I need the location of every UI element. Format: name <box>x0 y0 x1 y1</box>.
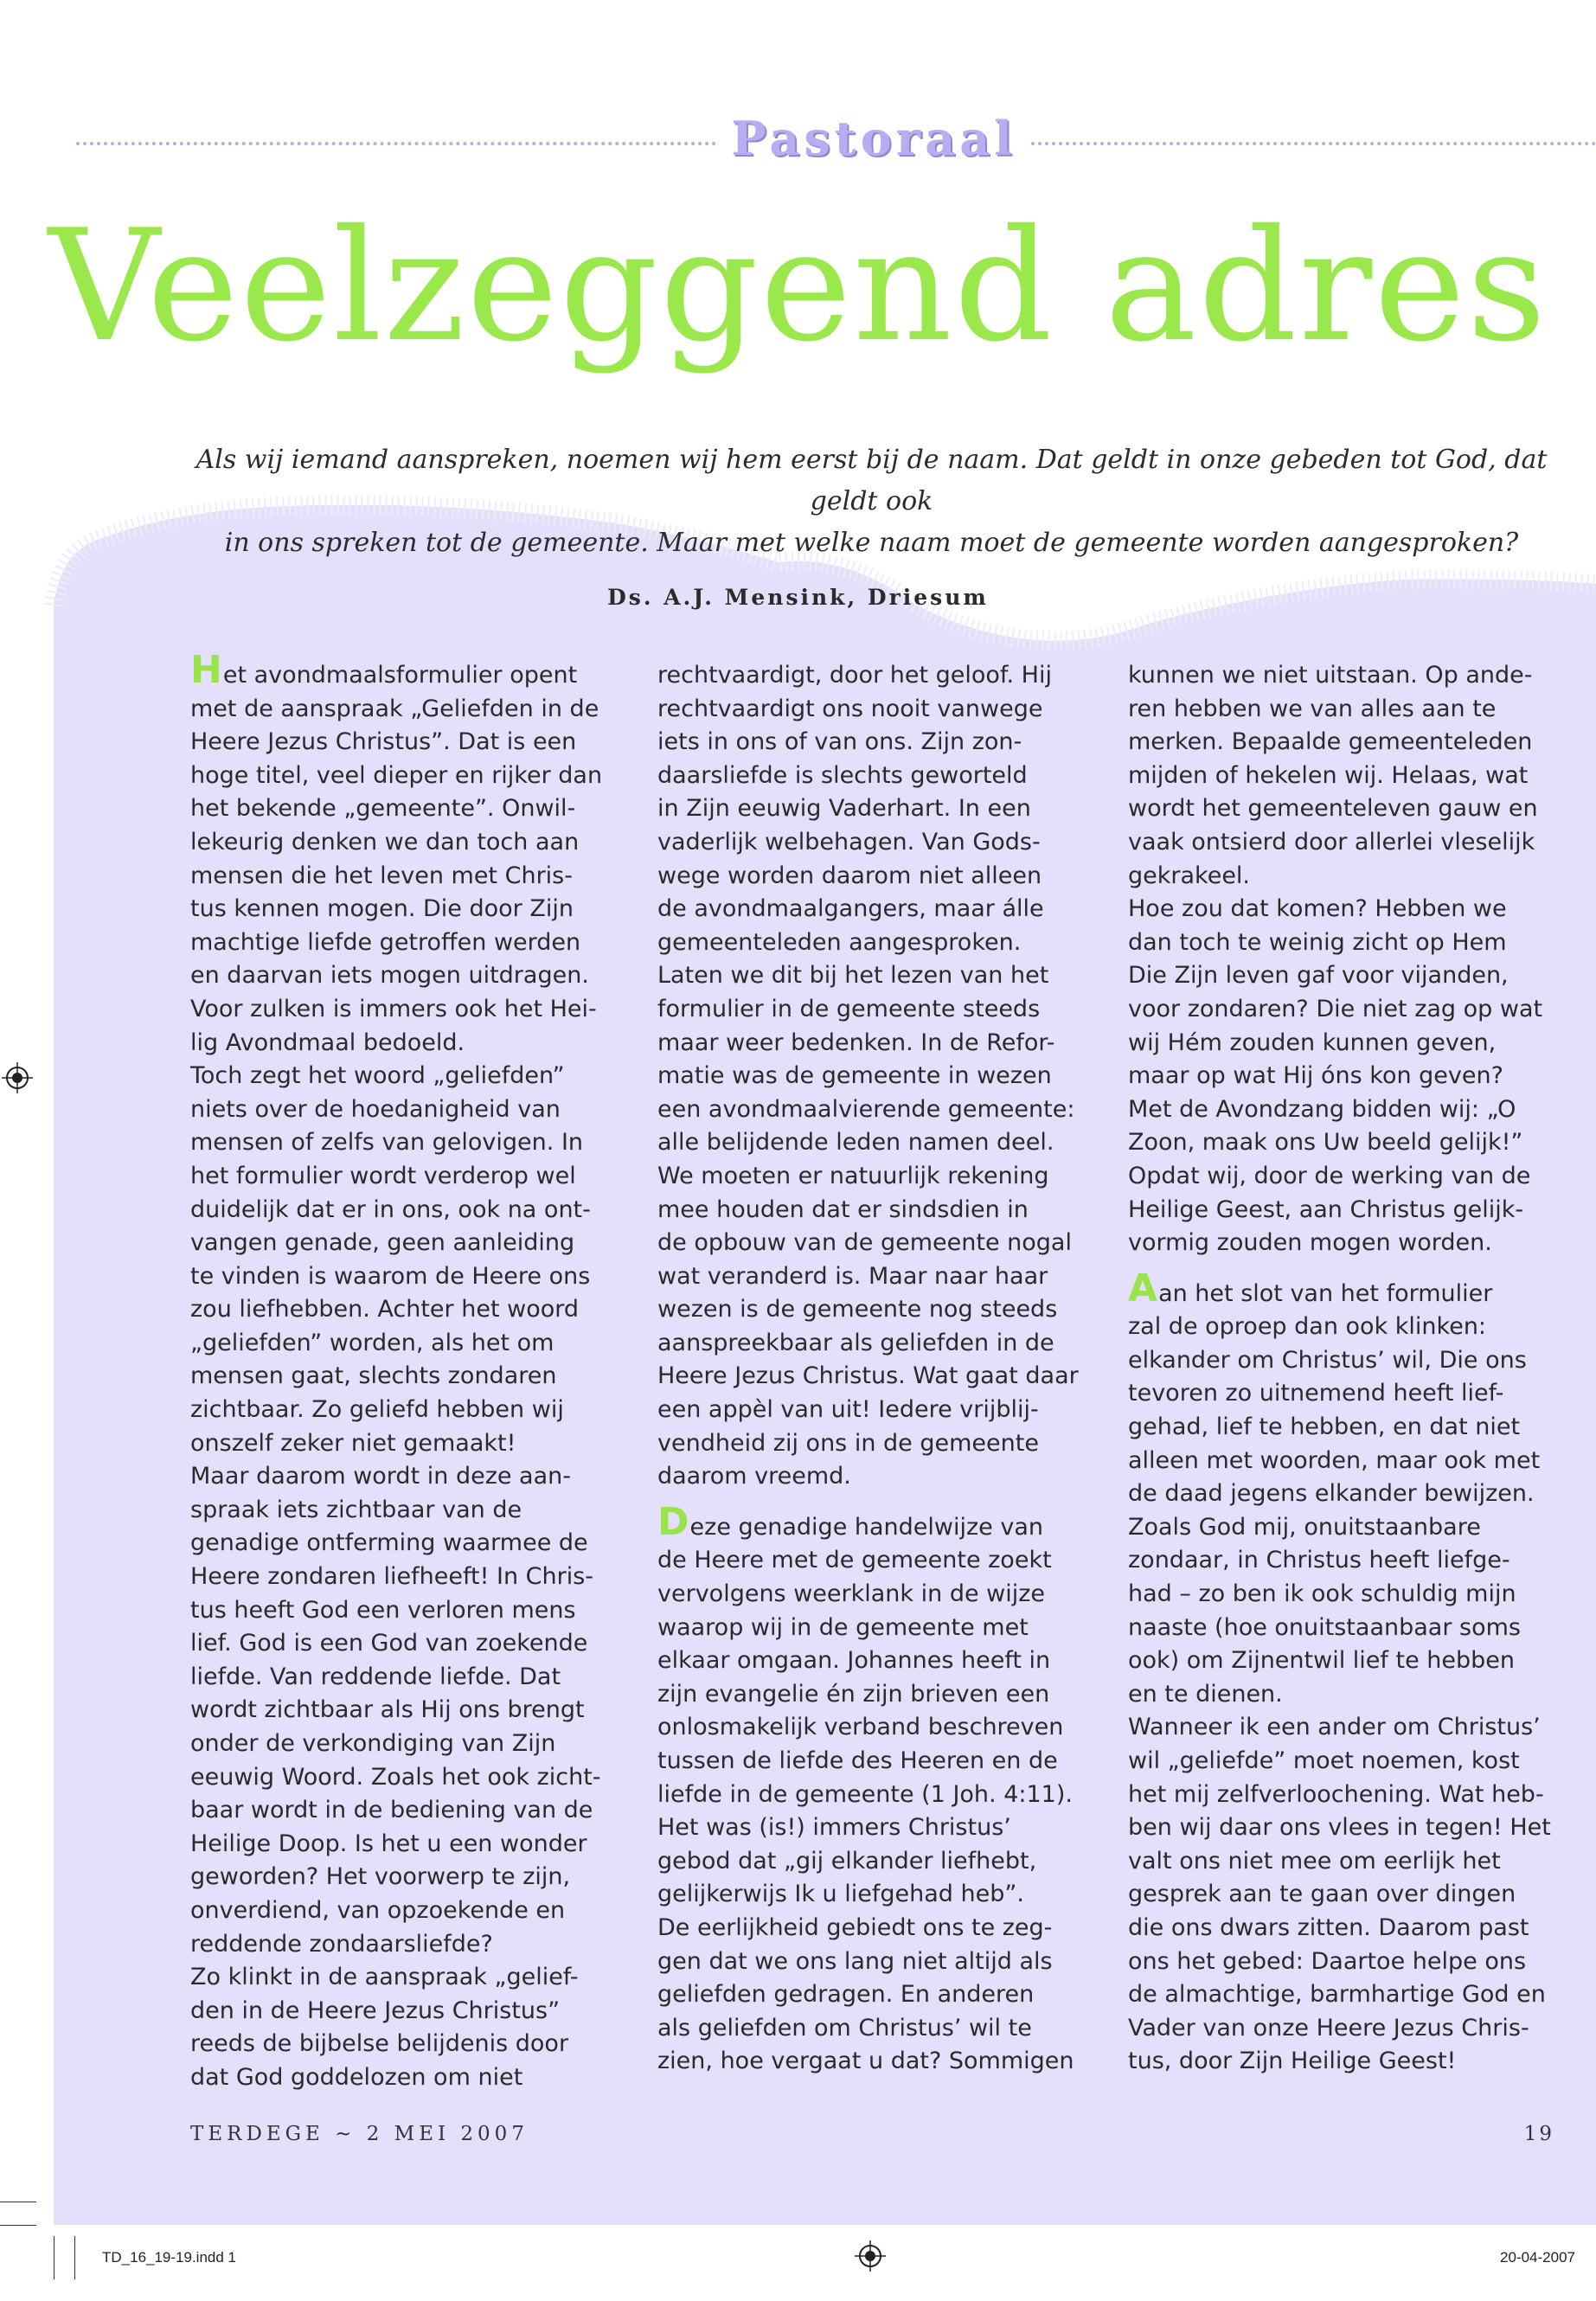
text-line <box>190 1293 649 1327</box>
text-line <box>657 1394 1116 1427</box>
text-line-content: zou liefhebben. Achter het woord <box>190 1296 580 1324</box>
text-line-content: de Heere met de gemeente zoekt <box>657 1547 1052 1574</box>
text-line-content: eeuwig Woord. Zoals het ook zicht- <box>190 1763 601 1791</box>
text-line-content: Heere zondaren liefheeft! In Chris- <box>190 1563 594 1591</box>
text-line <box>1128 1093 1586 1127</box>
text-line <box>190 648 649 693</box>
text-line <box>657 659 1116 693</box>
text-line-content: reddende zondaarsliefde? <box>190 1930 493 1958</box>
text-line <box>190 1093 649 1127</box>
text-line <box>190 1460 649 1494</box>
text-line <box>1128 1978 1586 2012</box>
text-line-content: gesprek aan te gaan over dingen <box>1128 1881 1516 1908</box>
text-line <box>1128 1878 1586 1912</box>
text-column-2 <box>657 659 1116 2079</box>
slug-filename: TD_16_19-19.indd 1 <box>102 2249 237 2266</box>
text-line <box>1128 1779 1586 1812</box>
text-line-content: Hoe zou dat komen? Hebben we <box>1128 895 1507 923</box>
text-line-content: tus heeft God een verloren mens <box>190 1596 576 1624</box>
text-line-content: in Zijn eeuwig Vaderhart. In een <box>657 795 1031 823</box>
text-line <box>190 1194 649 1227</box>
text-line-content: valt ons niet mee om eerlijk het <box>1128 1847 1501 1875</box>
paragraph-gap <box>1128 1260 1586 1278</box>
text-line <box>190 792 649 826</box>
text-line-content: Vader van onze Heere Jezus Chris- <box>1128 2014 1529 2041</box>
paragraph-gap <box>657 1494 1116 1511</box>
text-line-content: vangen genade, geen aanleiding <box>190 1229 575 1257</box>
text-line-content: geworden? Het voorwerp te zijn, <box>190 1863 571 1891</box>
text-line-content: dan toch te weinig zicht op Hem <box>1128 928 1507 956</box>
slug-date: 20-04-2007 <box>1500 2249 1575 2266</box>
text-line-content: met de aanspraak „Geliefden in de <box>190 695 599 722</box>
text-line-content: Opdat wij, door de werking van de <box>1128 1162 1531 1189</box>
text-line-content: het formulier wordt verderop wel <box>190 1162 576 1189</box>
text-line <box>657 1027 1116 1061</box>
text-line <box>190 1394 649 1427</box>
text-line <box>657 1060 1116 1093</box>
text-line <box>657 1499 1116 1545</box>
text-line <box>657 1227 1116 1260</box>
text-line <box>657 959 1116 993</box>
text-line-content: aanspreekbaar als geliefden in de <box>657 1329 1054 1356</box>
crop-mark <box>0 2225 36 2226</box>
text-line <box>190 1761 649 1795</box>
text-line <box>1128 760 1586 793</box>
text-line-content: niets over de hoedanigheid van <box>190 1095 561 1123</box>
text-line-content: de avondmaalgangers, maar álle <box>657 895 1044 923</box>
text-line-content: hoge titel, veel dieper en rijker dan <box>190 761 603 789</box>
text-line-content: wat veranderd is. Maar naar haar <box>657 1262 1048 1290</box>
text-line-content: te vinden is waarom de Heere ons <box>190 1262 591 1290</box>
text-line <box>657 1327 1116 1361</box>
text-line-content: gebod dat „gij elkander liefhebt, <box>657 1847 1037 1875</box>
text-line-content: tus kennen mogen. Die door Zijn <box>190 895 574 923</box>
text-line-content: daarsliefde is slechts geworteld <box>657 761 1028 789</box>
text-line-content: elkander om Christus’ wil, Die ons <box>1128 1346 1527 1374</box>
text-line <box>1128 826 1586 860</box>
dotted-rule-right <box>1031 142 1596 145</box>
text-line <box>190 1861 649 1894</box>
text-line <box>1128 1511 1586 1545</box>
text-line <box>190 1627 649 1661</box>
text-line <box>1128 1266 1586 1311</box>
text-line-content: mee houden dat er sindsdien in <box>657 1195 1029 1223</box>
text-line <box>1128 1126 1586 1160</box>
crop-mark <box>74 2236 75 2279</box>
text-line <box>657 1745 1116 1779</box>
text-line-content: wordt zichtbaar als Hij ons brengt <box>190 1696 585 1724</box>
text-line-content: Die Zijn leven gaf voor vijanden, <box>1128 962 1509 990</box>
text-line <box>1128 1445 1586 1478</box>
text-line-content: Wanneer ik een ander om Christus’ <box>1128 1714 1541 1741</box>
text-line-content: het bekende „gemeente”. Onwil- <box>190 795 576 823</box>
text-line <box>190 860 649 894</box>
text-line <box>1128 1411 1586 1445</box>
text-line <box>657 926 1116 960</box>
text-line-content: mijden of hekelen wij. Helaas, wat <box>1128 761 1529 789</box>
text-line <box>657 1845 1116 1879</box>
text-line-content: Met de Avondzang bidden wij: „O <box>1128 1095 1516 1123</box>
text-line-content: lig Avondmaal bedoeld. <box>190 1029 465 1056</box>
text-line-content: mensen of zelfs van gelovigen. In <box>190 1129 584 1157</box>
text-line-content: lief. God is een God van zoekende <box>190 1630 588 1657</box>
text-line <box>657 1460 1116 1494</box>
text-line <box>1128 2012 1586 2046</box>
text-line <box>1128 993 1586 1027</box>
text-line <box>1128 926 1586 960</box>
text-line-content: Heere Jezus Christus”. Dat is een <box>190 728 577 756</box>
text-line-content: ook) om Zijnentwil lief te hebben <box>1128 1647 1515 1675</box>
text-line-content: alle belijdende leden namen deel. <box>657 1129 1054 1157</box>
text-line <box>1128 1644 1586 1678</box>
text-line <box>190 2061 649 2095</box>
text-line <box>190 1561 649 1594</box>
text-line <box>657 1878 1116 1912</box>
text-line <box>1128 1544 1586 1578</box>
text-line <box>657 1612 1116 1645</box>
text-line <box>190 1360 649 1394</box>
text-line-content: zondaar, in Christus heeft liefge- <box>1128 1547 1510 1574</box>
page-number: 19 <box>1523 2123 1554 2145</box>
text-line <box>657 1126 1116 1160</box>
text-line-content: gekrakeel. <box>1128 862 1251 889</box>
text-line <box>190 1828 649 1862</box>
text-line-content: eze genadige handelwijze van <box>689 1513 1043 1541</box>
text-line <box>1128 2045 1586 2079</box>
text-line <box>1128 693 1586 727</box>
text-line-content: duidelijk dat er in ons, ook na ont- <box>190 1195 591 1223</box>
text-line-content: dat God goddelozen om niet <box>190 2063 523 2091</box>
text-line-content: Zoals God mij, onuitstaanbare <box>1128 1513 1481 1541</box>
text-line-content: gen dat we ons lang niet altijd als <box>657 1947 1053 1975</box>
text-line-content: vaderlijk welbehagen. Van Gods- <box>657 828 1041 856</box>
text-line <box>657 1711 1116 1745</box>
lead-line: Als wij iemand aanspreken, noemen wij hem eerst bij de naam. Dat geldt in onze gebeden tot God, dat geldt ook <box>195 445 1548 516</box>
text-line <box>190 993 649 1027</box>
text-line-content: gemeenteleden aangesproken. <box>657 928 1022 956</box>
text-line-content: Zo klinkt in de aanspraak „gelief- <box>190 1964 579 1991</box>
text-line-content: wordt het gemeenteleven gauw en <box>1128 795 1538 823</box>
text-line-content: genadige ontferming waarmee de <box>190 1529 588 1557</box>
text-line-content: ons het gebed: Daartoe helpe ons <box>1128 1947 1527 1975</box>
text-line-content: Maar daarom wordt in deze aan- <box>190 1463 572 1490</box>
text-line-content: voor zondaren? Die niet zag op wat <box>1128 995 1543 1022</box>
text-line <box>657 1779 1116 1812</box>
text-line <box>190 1427 649 1461</box>
text-line <box>190 1494 649 1528</box>
article-lead <box>186 439 1557 564</box>
text-line <box>190 1661 649 1695</box>
text-line <box>190 1928 649 1962</box>
text-line <box>1128 1060 1586 1093</box>
text-line <box>190 2028 649 2061</box>
text-line-content: reeds de bijbelse belijdenis door <box>190 2030 569 2058</box>
text-line <box>1128 1027 1586 1061</box>
text-line <box>1128 1194 1586 1227</box>
text-line <box>1128 1578 1586 1612</box>
text-line-content: machtige liefde getroffen werden <box>190 928 581 956</box>
text-line <box>657 1678 1116 1712</box>
text-line <box>190 959 649 993</box>
text-line-content: Toch zegt het woord „geliefden” <box>190 1062 565 1090</box>
text-line <box>1128 1377 1586 1411</box>
text-line-content: formulier in de gemeente steeds <box>657 995 1041 1022</box>
text-line <box>190 1260 649 1294</box>
text-line <box>190 1694 649 1727</box>
text-line <box>657 792 1116 826</box>
text-line-content: zichtbaar. Zo geliefd hebben wij <box>190 1396 564 1424</box>
drop-cap: H <box>190 648 222 692</box>
text-line-content: zal de oproep dan ook klinken: <box>1128 1313 1487 1341</box>
text-line <box>190 926 649 960</box>
text-line-content: liefde. Van reddende liefde. Dat <box>190 1663 561 1690</box>
text-line-content: De eerlijkheid gebiedt ons te zeg- <box>657 1913 1053 1941</box>
text-line <box>1128 659 1586 693</box>
text-line <box>190 1027 649 1061</box>
publication-footer: TERDEGE ~ 2 MEI 2007 <box>190 2123 529 2145</box>
text-line <box>657 1427 1116 1461</box>
text-line <box>190 1995 649 2029</box>
text-line-content: geliefden gedragen. En anderen <box>657 1981 1035 2009</box>
text-line <box>1128 860 1586 894</box>
text-line <box>657 726 1116 760</box>
text-line-content: mensen die het leven met Chris- <box>190 862 573 889</box>
text-line <box>1128 1477 1586 1511</box>
article-title: Veelzeggend adres <box>48 196 1548 375</box>
text-line-content: de almachtige, barmhartige God en <box>1128 1981 1546 2009</box>
text-column-3 <box>1128 659 1586 2079</box>
text-line-content: het mij zelfverloochening. Wat heb- <box>1128 1780 1544 1808</box>
text-line-content: en te dienen. <box>1128 1680 1283 1708</box>
text-line-content: zien, hoe vergaat u dat? Sommigen <box>657 2048 1074 2075</box>
text-line <box>190 1160 649 1194</box>
text-line-content: et avondmaalsformulier opent <box>222 662 578 689</box>
text-line-content: iets in ons of van ons. Zijn zon- <box>657 728 1022 756</box>
text-line <box>190 726 649 760</box>
text-line-content: wil „geliefde” moet noemen, kost <box>1128 1747 1520 1774</box>
author-byline: Ds. A.J. Mensink, Driesum <box>607 585 989 610</box>
text-line-content: lekeurig denken we dan toch aan <box>190 828 580 856</box>
text-line <box>1128 1311 1586 1344</box>
text-column-1 <box>190 648 649 2095</box>
text-line-content: zijn evangelie én zijn brieven een <box>657 1680 1050 1708</box>
text-line-content: die ons dwars zitten. Daarom past <box>1128 1913 1529 1941</box>
text-line <box>657 1644 1116 1678</box>
text-line-content: onverdiend, van opzoekende en <box>190 1896 566 1924</box>
text-line-content: baar wordt in de bediening van de <box>190 1797 593 1824</box>
text-line-content: Heilige Doop. Is het u een wonder <box>190 1830 587 1857</box>
section-label: Pastoraal <box>731 111 1016 166</box>
text-line <box>657 693 1116 727</box>
text-line <box>657 993 1116 1027</box>
drop-cap: A <box>1128 1266 1158 1311</box>
text-line-content: onszelf zeker niet gemaakt! <box>190 1429 516 1457</box>
text-line <box>1128 1227 1586 1260</box>
lead-line: in ons spreken tot de gemeente. Maar met welke naam moet de gemeente worden aangesproken? <box>224 528 1519 558</box>
text-line <box>1128 1745 1586 1779</box>
text-line-content: maar op wat Hij óns kon geven? <box>1128 1062 1503 1090</box>
text-line <box>657 1293 1116 1327</box>
text-line-content: als geliefden om Christus’ wil te <box>657 2014 1032 2041</box>
text-line-content: „geliefden” worden, als het om <box>190 1329 554 1356</box>
text-line-content: alleen met woorden, maar ook met <box>1128 1446 1541 1474</box>
text-line <box>1128 1678 1586 1712</box>
text-line <box>190 1961 649 1995</box>
text-line <box>657 1811 1116 1845</box>
text-line <box>657 1194 1116 1227</box>
text-line-content: gehad, lief te hebben, en dat niet <box>1128 1413 1521 1441</box>
text-line <box>657 1260 1116 1294</box>
text-line-content: vormig zouden mogen worden. <box>1128 1229 1492 1257</box>
text-line-content: Heilige Geest, aan Christus gelijk- <box>1128 1195 1524 1223</box>
text-line-content: We moeten er natuurlijk rekening <box>657 1162 1049 1189</box>
text-line <box>657 2045 1116 2079</box>
text-line <box>657 860 1116 894</box>
text-line-content: vervolgens weerklank in de wijze <box>657 1580 1046 1608</box>
text-line-content: de opbouw van de gemeente nogal <box>657 1229 1072 1257</box>
text-line <box>657 1093 1116 1127</box>
text-line <box>657 760 1116 793</box>
text-line-content: mensen gaat, slechts zondaren <box>190 1362 557 1390</box>
text-line <box>1128 1945 1586 1979</box>
text-line-content: en daarvan iets mogen uitdragen. <box>190 962 589 990</box>
section-header <box>0 111 1596 171</box>
text-line-content: onlosmakelijk verband beschreven <box>657 1714 1064 1741</box>
text-line-content: gelijkerwijs Ik u liefgehad heb”. <box>657 1881 1024 1908</box>
text-line-content: tussen de liefde des Heeren en de <box>657 1747 1058 1774</box>
text-line <box>1128 1160 1586 1194</box>
text-line-content: Het was (is!) immers Christus’ <box>657 1814 1011 1842</box>
text-line-content: een avondmaalvierende gemeente: <box>657 1095 1075 1123</box>
text-line <box>1128 1845 1586 1879</box>
text-line <box>657 1160 1116 1194</box>
text-line-content: had – zo ben ik ook schuldig mijn <box>1128 1580 1516 1608</box>
text-line-content: merken. Bepaalde gemeenteleden <box>1128 728 1533 756</box>
text-line-content: vaak ontsierd door allerlei vleselijk <box>1128 828 1535 856</box>
text-line <box>190 1527 649 1561</box>
text-line-content: an het slot van het formulier <box>1158 1279 1493 1307</box>
text-line <box>657 1945 1116 1979</box>
text-line-content: daarom vreemd. <box>657 1463 851 1490</box>
text-line <box>1128 959 1586 993</box>
text-line-content: wij Hém zouden kunnen geven, <box>1128 1029 1497 1056</box>
text-line <box>1128 1344 1586 1378</box>
dotted-rule-left <box>76 142 716 145</box>
text-line-content: naaste (hoe onuitstaanbaar soms <box>1128 1613 1521 1641</box>
text-line-content: spraak iets zichtbaar van de <box>190 1496 522 1523</box>
text-line <box>1128 1612 1586 1645</box>
text-line-content: liefde in de gemeente (1 Joh. 4:11). <box>657 1780 1073 1808</box>
text-line <box>190 1327 649 1361</box>
text-line-content: rechtvaardigt ons nooit vanwege <box>657 695 1043 722</box>
text-line-content: wezen is de gemeente nog steeds <box>657 1296 1058 1324</box>
text-line <box>657 826 1116 860</box>
text-line <box>190 760 649 793</box>
text-line-content: tevoren zo uitnemend heeft lief- <box>1128 1380 1504 1407</box>
text-line-content: elkaar omgaan. Johannes heeft in <box>657 1647 1051 1675</box>
text-line <box>657 893 1116 926</box>
text-line-content: een appèl van uit! Iedere vrijblij- <box>657 1396 1039 1424</box>
registration-mark-icon <box>2 1062 33 1093</box>
text-line <box>1128 726 1586 760</box>
text-line-content: kunnen we niet uitstaan. Op ande- <box>1128 662 1533 689</box>
text-line-content: ben wij daar ons vlees in tegen! Het <box>1128 1814 1551 1842</box>
text-line-content: vendheid zij ons in de gemeente <box>657 1429 1039 1457</box>
text-line-content: tus, door Zijn Heilige Geest! <box>1128 2048 1457 2075</box>
text-line <box>190 1227 649 1260</box>
text-line <box>190 1060 649 1093</box>
registration-mark-icon <box>855 2240 886 2272</box>
text-line <box>657 2012 1116 2046</box>
text-line <box>190 1894 649 1928</box>
text-line-content: rechtvaardigt, door het geloof. Hij <box>657 662 1052 689</box>
text-line <box>1128 1711 1586 1745</box>
text-line-content: matie was de gemeente in wezen <box>657 1062 1052 1090</box>
text-line-content: onder de verkondiging van Zijn <box>190 1730 556 1757</box>
text-line-content: Zoon, maak ons Uw beeld gelijk!” <box>1128 1129 1523 1157</box>
text-line <box>190 893 649 926</box>
text-line <box>1128 893 1586 926</box>
text-line-content: waarop wij in de gemeente met <box>657 1613 1029 1641</box>
text-line <box>190 1727 649 1761</box>
text-line-content: Laten we dit bij het lezen van het <box>657 962 1049 990</box>
text-line-content: wege worden daarom niet alleen <box>657 862 1042 889</box>
text-line-content: den in de Heere Jezus Christus” <box>190 1997 561 2024</box>
text-line <box>190 693 649 727</box>
text-line <box>657 1978 1116 2012</box>
text-line <box>657 1360 1116 1394</box>
text-line <box>657 1544 1116 1578</box>
text-line <box>657 1578 1116 1612</box>
text-line-content: de daad jegens elkander bewijzen. <box>1128 1480 1535 1508</box>
text-line <box>657 1912 1116 1945</box>
text-line <box>1128 1811 1586 1845</box>
text-line <box>190 1594 649 1628</box>
text-line-content: Heere Jezus Christus. Wat gaat daar <box>657 1362 1079 1390</box>
text-line-content: Voor zulken is immers ook het Hei- <box>190 995 597 1022</box>
text-line <box>1128 1912 1586 1945</box>
text-line <box>190 1126 649 1160</box>
text-line-content: maar weer bedenken. In de Refor- <box>657 1029 1055 1056</box>
text-line <box>190 1794 649 1828</box>
text-line <box>190 826 649 860</box>
text-line <box>1128 792 1586 826</box>
text-line-content: ren hebben we van alles aan te <box>1128 695 1497 722</box>
drop-cap: D <box>657 1499 689 1544</box>
